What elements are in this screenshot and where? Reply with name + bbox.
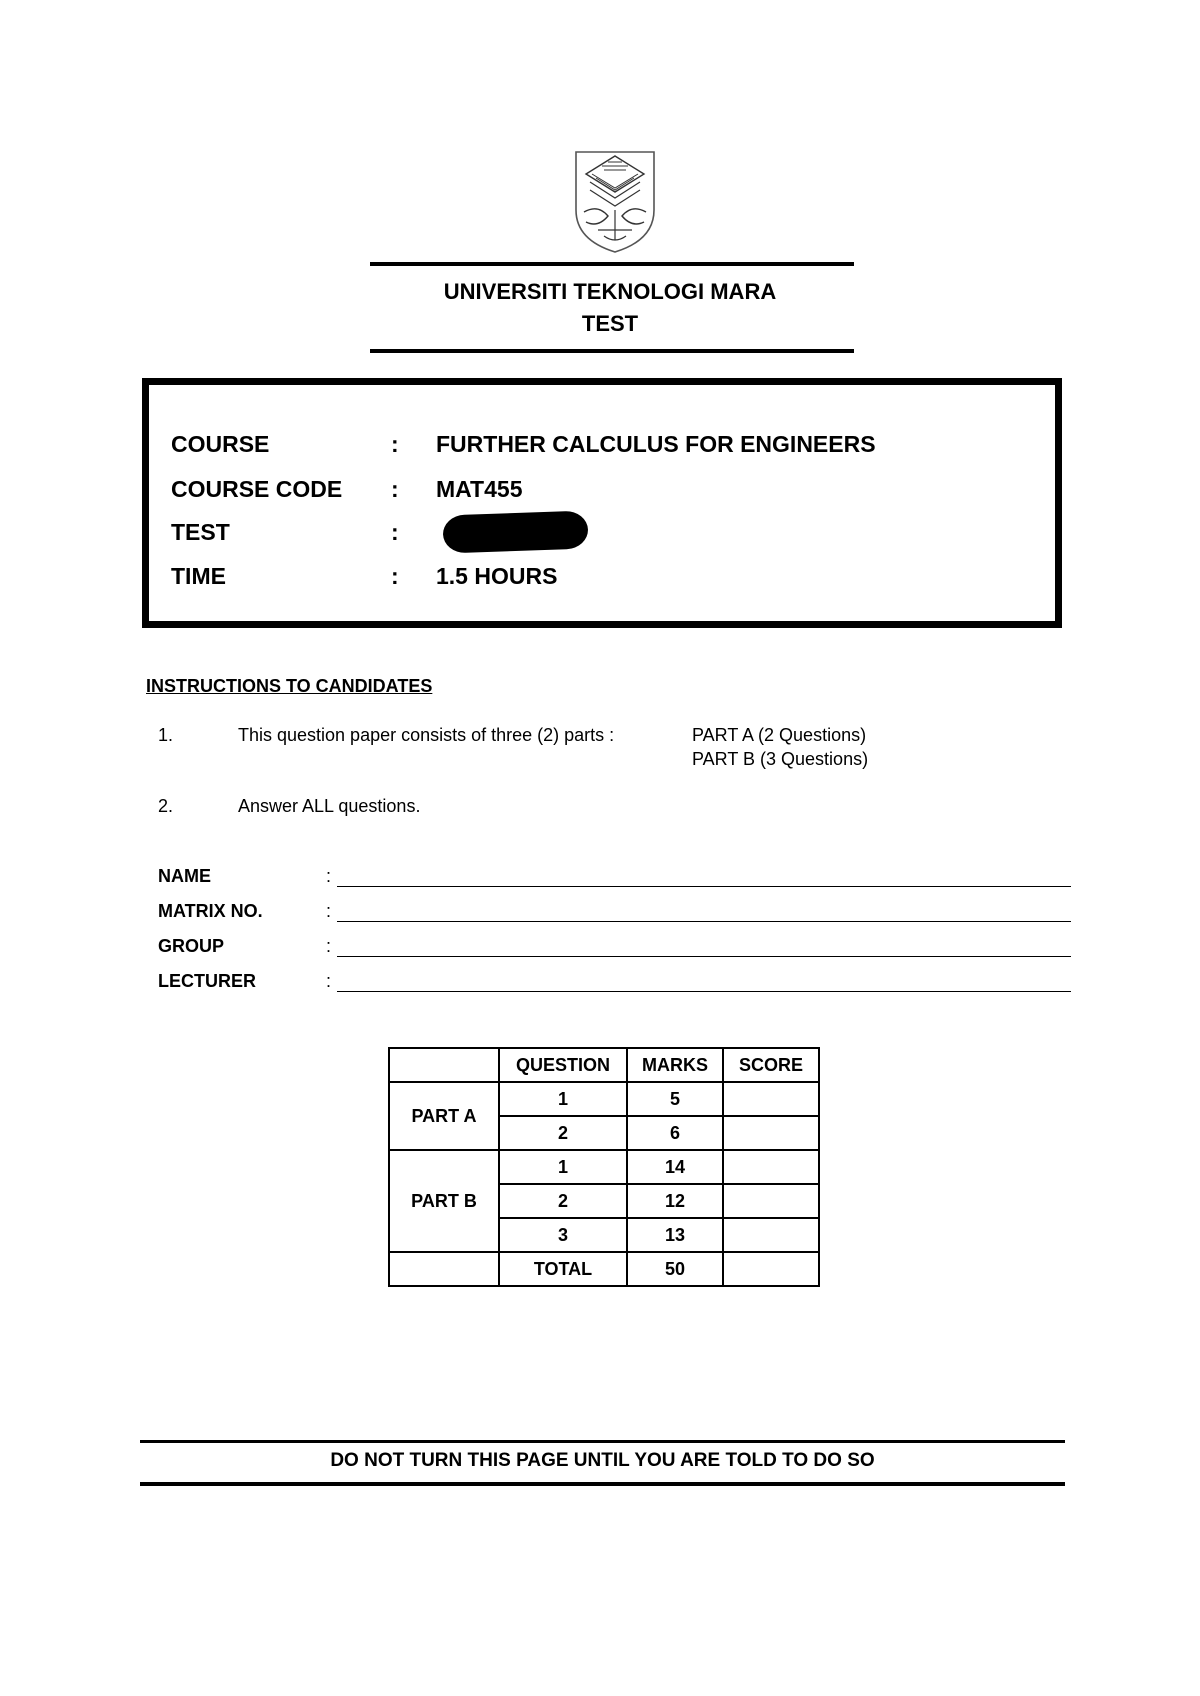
redaction-mark (442, 510, 588, 553)
table-header-cell: QUESTION (499, 1048, 627, 1082)
info-label: COURSE (171, 431, 270, 457)
info-label: COURSE CODE (171, 476, 343, 502)
part-b-label: PART B (389, 1150, 499, 1252)
header-rule-bottom (370, 349, 854, 353)
instruction-2-text: Answer ALL questions. (238, 796, 421, 816)
lecturer-field[interactable]: : (326, 971, 1071, 992)
university-crest-logo (568, 148, 662, 254)
marks-cell: 6 (627, 1116, 723, 1150)
score-cell[interactable] (723, 1150, 819, 1184)
question-cell: 3 (499, 1218, 627, 1252)
part-a-label: PART A (389, 1082, 499, 1150)
marks-cell: 12 (627, 1184, 723, 1218)
table-row (389, 1082, 819, 1116)
table-header-cell (389, 1048, 499, 1082)
info-label: TIME (171, 563, 226, 589)
group-field[interactable]: : (326, 936, 1071, 957)
footer-notice: DO NOT TURN THIS PAGE UNTIL YOU ARE TOLD TO DO SO (330, 1450, 875, 1471)
footer-rule-top (140, 1440, 1065, 1443)
total-marks: 50 (627, 1252, 723, 1286)
instruction-1-part-a: PART A (2 Questions) (692, 725, 867, 745)
question-cell: 2 (499, 1184, 627, 1218)
info-label: TEST (171, 519, 230, 545)
table-header-cell: SCORE (723, 1048, 819, 1082)
document-type: TEST (581, 311, 639, 336)
question-cell: 1 (499, 1082, 627, 1116)
table-header-cell: MARKS (627, 1048, 723, 1082)
matrix-no-label: MATRIX NO. (158, 901, 263, 921)
marks-cell: 5 (627, 1082, 723, 1116)
header-rule-top (370, 262, 854, 266)
footer-rule-bottom (140, 1482, 1065, 1486)
empty-cell (389, 1252, 499, 1286)
table-total-row (389, 1252, 819, 1286)
marks-cell: 14 (627, 1150, 723, 1184)
total-label: TOTAL (499, 1252, 627, 1286)
instruction-2-number: 2. (158, 796, 174, 816)
university-name: UNIVERSITI TEKNOLOGI MARA (443, 279, 777, 304)
time-allowed: 1.5 HOURS (436, 563, 558, 589)
course-name: FURTHER CALCULUS FOR ENGINEERS (436, 431, 876, 457)
name-field[interactable]: : (326, 866, 1071, 887)
name-label: NAME (158, 866, 211, 886)
table-header-row (389, 1048, 819, 1082)
marks-cell: 13 (627, 1218, 723, 1252)
lecturer-label: LECTURER (158, 971, 256, 991)
question-cell: 1 (499, 1150, 627, 1184)
group-label: GROUP (158, 936, 225, 956)
matrix-no-field[interactable]: : (326, 901, 1071, 922)
instruction-1-part-b: PART B (3 Questions) (692, 749, 869, 769)
question-cell: 2 (499, 1116, 627, 1150)
course-code: MAT455 (436, 476, 523, 502)
course-info-box: COURSE : FURTHER CALCULUS FOR ENGINEERS COURSE CODE : MAT455 TEST : TIME : 1.5 HOURS (142, 378, 1062, 628)
marks-table (388, 1047, 820, 1287)
instructions-heading: INSTRUCTIONS TO CANDIDATES (146, 676, 433, 696)
score-cell[interactable] (723, 1082, 819, 1116)
instruction-1-text: This question paper consists of three (2) parts : (238, 725, 615, 745)
score-cell[interactable] (723, 1184, 819, 1218)
instruction-1-number: 1. (158, 725, 174, 745)
score-cell[interactable] (723, 1218, 819, 1252)
total-score-cell[interactable] (723, 1252, 819, 1286)
score-cell[interactable] (723, 1116, 819, 1150)
table-row (389, 1150, 819, 1184)
